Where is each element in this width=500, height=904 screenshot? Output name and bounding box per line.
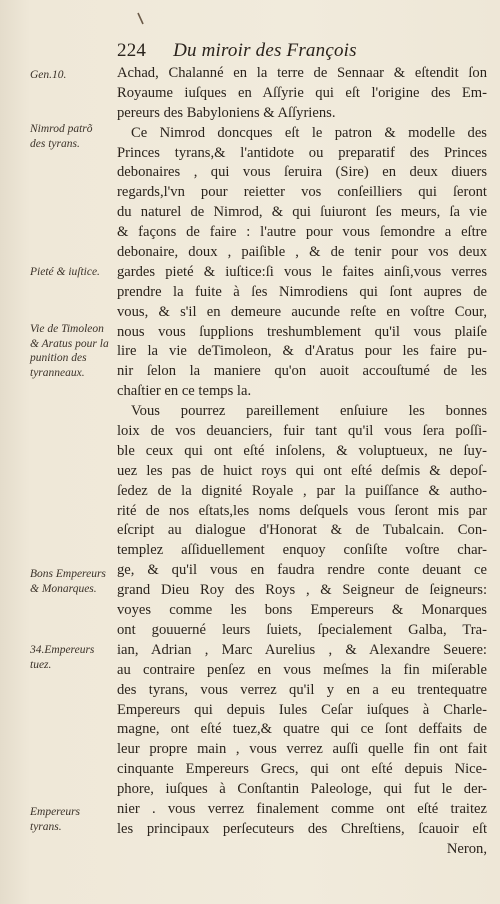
text-line: loix de vos deuanciers, fuir tant qu'il vous ſera poſſi- bbox=[117, 423, 487, 440]
text-line: prendre la fuite à ſes Nimrodiens qui ſont aupres de bbox=[117, 283, 487, 300]
text-line: lire la vie deTimoleon, & d'Aratus pour les faire pu- bbox=[117, 343, 487, 360]
body-text bbox=[117, 64, 487, 860]
text-line: ble ceux qui ont eſté inſolens, & voluptueux, ne ſuy- bbox=[117, 442, 487, 459]
text-line: debonaires , qui vous ſeruira (Sire) en deux diuers bbox=[117, 164, 487, 181]
text-line: nous vous ſupplions treshumblement qu'il vous plaiſe bbox=[117, 323, 487, 340]
text-line: templez aſſiduellement enquoy conſiſte voſtre char- bbox=[117, 542, 487, 559]
running-title: Du miroir des François bbox=[173, 40, 357, 61]
catchword: Neron, bbox=[446, 840, 487, 857]
page-header bbox=[117, 40, 487, 62]
text-line: rité de nos eſtats,les noms deſquels vous ſeront mis par bbox=[117, 502, 487, 519]
text-line: chaſtier en ce temps la. bbox=[117, 383, 252, 400]
text-line: nier . vous verrez finalement comme ont eſté traitez bbox=[117, 800, 487, 817]
page-number: 224 bbox=[117, 40, 147, 61]
margin-note: Nimrod patrõ des tyrans. bbox=[30, 123, 93, 150]
text-line: du naturel de Nimrod, & qui ſuiuront ſes meurs, ſa vie bbox=[117, 204, 487, 221]
text-line: Vous pourrez pareillement enſuiure les bonnes bbox=[131, 403, 487, 420]
text-line: ge, & qu'il vous en faudra rendre conte deuant ce bbox=[117, 562, 487, 579]
text-line: debonaire, doux , paiſible , & de tenir pour vos deux bbox=[117, 244, 487, 261]
text-line: grand Dieu Roy des Roys , & Seigneur de ſeigneurs: bbox=[117, 582, 487, 599]
text-line: voyes comme les bons Empereurs & Monarques bbox=[117, 602, 487, 619]
text-line: Royaume iuſques en Aſſyrie qui eſt l'origine des Em- bbox=[117, 84, 487, 101]
text-line: au contraire penſez en vous meſmes la fin miſerable bbox=[117, 661, 487, 678]
text-line: ſedez de la dignité Royale , par la puiſſance & autho- bbox=[117, 482, 487, 499]
text-line: cinquante Empereurs Grecs, qui ont eſté depuis Nice- bbox=[117, 761, 487, 778]
text-line: Ce Nimrod doncques eſt le patron & modelle des bbox=[131, 124, 487, 141]
text-line: leur propre main , vous verrez auſſi quelle fin ont fait bbox=[117, 741, 487, 758]
text-line: Princes tyrans,& l'antidote ou preparatif des Princes bbox=[117, 144, 487, 161]
ink-mark bbox=[136, 12, 146, 26]
margin-note: Bons Empereurs & Monarques. bbox=[30, 568, 106, 595]
margin-note: Gen.10. bbox=[30, 69, 67, 81]
text-line: Achad, Chalanné en la terre de Sennaar & eſtendit ſon bbox=[117, 65, 487, 81]
text-line: & façons de faire : l'autre pour vous ſemondre a eſtre bbox=[117, 224, 487, 241]
text-line: gardes pieté & iuſtice:ſi vous le faites ainſi,vous verres bbox=[117, 263, 487, 280]
text-line: ian, Adrian , Marc Aurelius , & Alexandre Seuere: bbox=[117, 641, 487, 658]
text-line: ont gouuerné leurs ſuiets, ſpecialement Galba, Tra- bbox=[117, 621, 487, 638]
margin-note: Empereurs tyrans. bbox=[30, 806, 81, 833]
margin-note: 34.Empereurs tuez. bbox=[30, 644, 95, 671]
margin-note: Pieté & iuſtice. bbox=[30, 266, 100, 278]
text-line: pereurs des Babyloniens & Aſſyriens. bbox=[117, 104, 336, 121]
text-line: uez les pas de huict roys qui ont eſté deſmis & depoſ- bbox=[117, 462, 487, 479]
text-line: des tyrans, vous verrez qu'il y en a eu trentequatre bbox=[117, 681, 487, 698]
text-line: phore, iuſques à Conſtantin Paleologe, qui fut le der- bbox=[117, 781, 487, 798]
text-line: magne, ont eſté tuez,& quatre qui ce ſont deffaits de bbox=[117, 721, 487, 738]
text-line: nir ſelon la maniere qu'on auoit accouſtumé de les bbox=[117, 363, 487, 380]
text-line: vous, & s'il en demeure aucunde reſte en voſtre Cour, bbox=[117, 303, 487, 320]
text-line: Empereurs qui depuis Iules Ceſar iuſques à Charle- bbox=[117, 701, 487, 718]
text-line: les principaux perſecuteurs des Chreſtiens, ſcauoir eſt bbox=[117, 820, 487, 837]
text-line: eſcript au dialogue d'Honorat & de Tubalcain. Con- bbox=[117, 522, 487, 539]
margin-note: Vie de Timoleon & Aratus pour la punition des tyranneaux. bbox=[30, 323, 109, 379]
text-line: regards,l'vn pour reietter vos conſeilliers qui ſeront bbox=[117, 184, 487, 201]
